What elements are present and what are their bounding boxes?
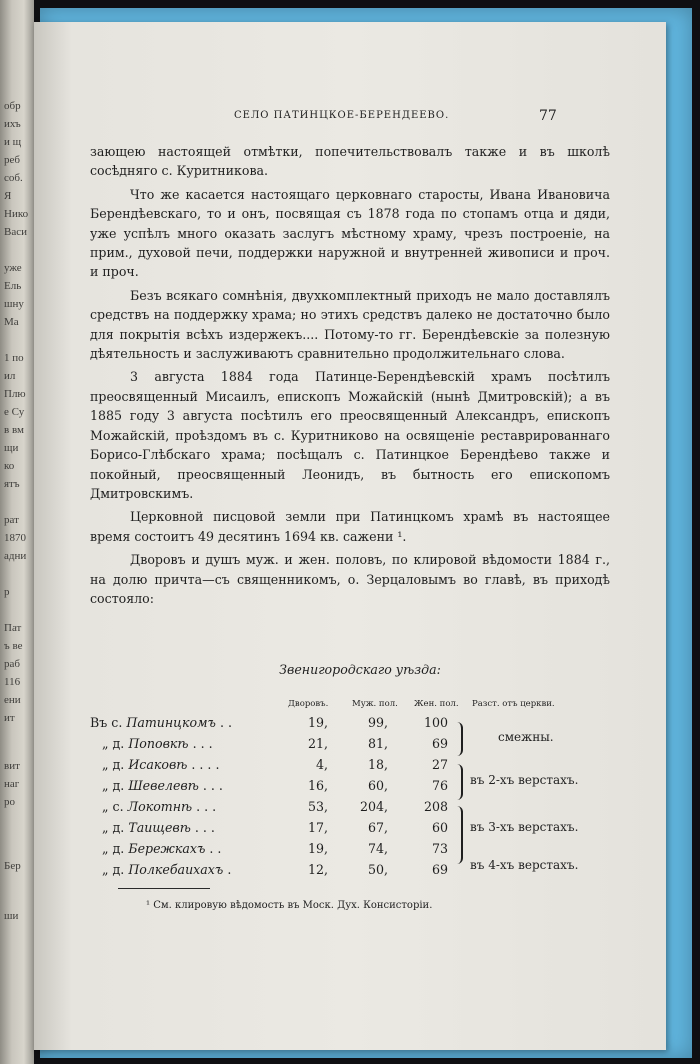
running-title: СЕЛО ПАТИНЦКОЕ-БЕРЕНДЕЕВО.	[234, 110, 450, 121]
row-name: „ д. Шевелевѣ . . .	[102, 778, 223, 793]
paragraph: Дворовъ и душъ муж. и жен. половъ, по клировой вѣдомости 1884 г., на долю причта—съ священникомъ, о. Зерцаловымъ во главѣ, въ приходѣ состояло:	[90, 552, 610, 606]
population-table	[90, 662, 610, 881]
paragraph: зающею настоящей отмѣтки, попечительствовалъ также и въ школѣ сосѣдняго с. Куритникова.	[90, 144, 610, 179]
cell-dvorov: 4,	[315, 757, 328, 772]
cell-muzh: 67,	[367, 820, 388, 835]
book-page	[34, 22, 666, 1050]
distance-label: въ 2-хъ верстахъ.	[470, 773, 579, 787]
cell-dvorov: 17,	[307, 820, 328, 835]
distance-label: смежны.	[498, 730, 554, 744]
column-header: Жен. пол.	[414, 699, 459, 709]
cell-muzh: 99,	[367, 715, 388, 730]
cell-muzh: 18,	[367, 757, 388, 772]
paragraph: Что же касается настоящаго церковнаго старосты, Ивана Ивановича Берендѣевскаго, то и онъ, посвящая съ 1878 года по стопамъ отца и дяди, уже успѣлъ много оказать заслугъ мѣстному храму, чрезъ построеніе, на прим., духовой печи, поддержки наружной и внутренней живописи и проч. и проч.	[90, 186, 610, 280]
row-name: „ с. Локотнѣ . . .	[102, 799, 217, 814]
paragraph: Безъ всякаго сомнѣнія, двухкомплектный приходъ не мало доставлялъ средствъ на поддержку храма; но этихъ средствъ далеко не достаточно было для покрытія всѣхъ издержекъ.... Потому-то гг. Берендѣевскіе за полезную дѣятельность и заслуживаютъ сравнительно продолжительнаго слова.	[90, 287, 610, 362]
row-name: „ д. Поповкѣ . . .	[102, 736, 213, 751]
cell-zhen: 69	[431, 862, 448, 877]
table-title: Звенигородскаго уѣзда:	[279, 662, 441, 677]
row-name: „ д. Бережкахъ . .	[102, 841, 222, 856]
cell-muzh: 81,	[367, 736, 388, 751]
table-header-row	[90, 695, 610, 713]
table-row	[90, 797, 610, 818]
cell-dvorov: 53,	[307, 799, 328, 814]
table-row	[90, 839, 610, 860]
paragraph: Церковной писцовой земли при Патинцкомъ храмѣ въ настоящее время состоитъ 49 десятинъ 1694 кв. сажени ¹.	[90, 509, 610, 544]
cell-zhen: 60	[431, 820, 448, 835]
cell-zhen: 69	[431, 736, 448, 751]
cell-muzh: 50,	[367, 862, 388, 877]
cell-zhen: 208	[423, 799, 448, 814]
cell-muzh: 74,	[367, 841, 388, 856]
cell-dvorov: 19,	[307, 715, 328, 730]
paragraph: 3 августа 1884 года Патинце-Берендѣевскій храмъ посѣтилъ преосвященный Мисаилъ, епископъ Можайскій (нынѣ Дмитровскій); а въ 1885 году 3 августа посѣтилъ его преосвященный Александръ, епископъ Можайскій, проѣздомъ въ с. Куритниково на освященіе реставрированнаго Борисо-Глѣбскаго храма; посѣщалъ с. Патинцкое Берендѣево также и покойный, преосвященный Леонидъ, въ бытность его епископомъ Дмитровскимъ.	[90, 369, 610, 501]
body-text	[90, 142, 610, 612]
brace-group	[454, 764, 463, 800]
cell-zhen: 100	[423, 715, 448, 730]
cell-muzh: 204,	[359, 799, 388, 814]
footnote-rule	[118, 888, 210, 889]
cell-zhen: 76	[431, 778, 448, 793]
cell-zhen: 27	[431, 757, 448, 772]
page-header	[34, 108, 666, 128]
brace-group	[454, 806, 463, 864]
row-name: „ д. Полкебаихахъ .	[102, 862, 232, 877]
column-header: Муж. пол.	[352, 699, 398, 709]
cell-zhen: 73	[431, 841, 448, 856]
distance-label: въ 4-хъ верстахъ.	[470, 858, 579, 872]
cell-dvorov: 16,	[307, 778, 328, 793]
cell-dvorov: 19,	[307, 841, 328, 856]
brace-group	[454, 722, 463, 756]
cell-dvorov: 21,	[307, 736, 328, 751]
page-number: 77	[539, 108, 557, 124]
footnote: ¹ См. клировую вѣдомость въ Моск. Дух. Консисторіи.	[146, 900, 433, 911]
left-facing-page: обр ихъ и щ реб соб. Я Нико Васи уже Ель шну Ма 1 по ил Плю е Су в вм щи ко ятъ рат 1870 адни р Пат ъ ве раб 116 ени ит вит наг ро Бер ши	[0, 0, 34, 1064]
cell-dvorov: 12,	[307, 862, 328, 877]
column-header: Разст. отъ церкви.	[472, 699, 555, 709]
cell-muzh: 60,	[367, 778, 388, 793]
row-name: „ д. Таищевѣ . . .	[102, 820, 215, 835]
row-name: „ д. Исаковѣ . . . .	[102, 757, 220, 772]
distance-label: въ 3-хъ верстахъ.	[470, 820, 579, 834]
column-header: Дворовъ.	[288, 699, 329, 709]
row-name: Въ с. Патинцкомъ . .	[90, 715, 232, 730]
